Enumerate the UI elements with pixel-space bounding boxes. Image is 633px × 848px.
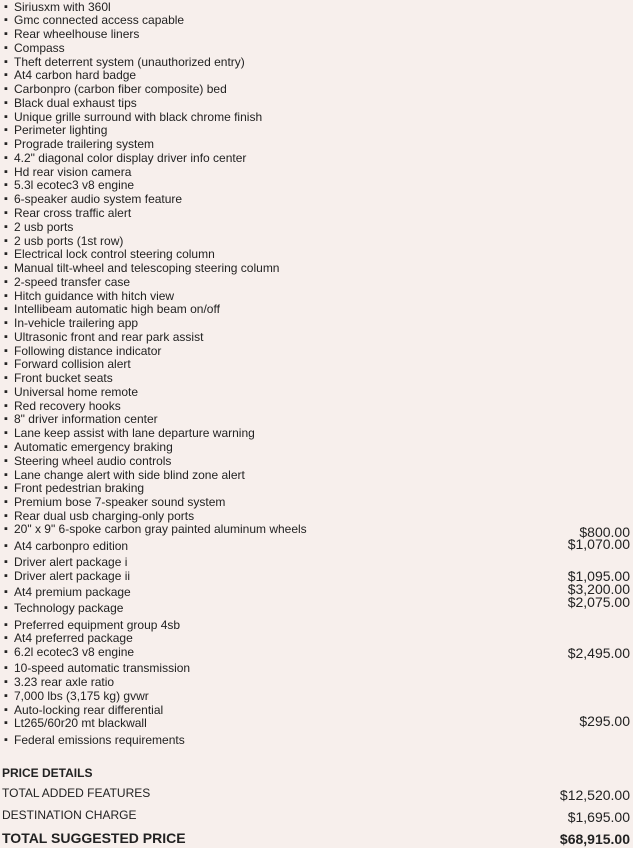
feature-name: 6.2l ecotec3 v8 engine bbox=[14, 645, 135, 659]
feature-name: Gmc connected access capable bbox=[14, 13, 185, 27]
feature-row bbox=[0, 110, 633, 124]
feature-price: $1,070.00 bbox=[567, 536, 630, 552]
feature-name: Lane change alert with side blind zone alert bbox=[14, 468, 245, 482]
feature-row bbox=[0, 27, 633, 41]
feature-row bbox=[0, 302, 633, 316]
feature-row bbox=[0, 675, 633, 689]
bullet-icon: ▪ bbox=[4, 386, 8, 398]
bullet-icon: ▪ bbox=[4, 331, 8, 343]
bullet-icon: ▪ bbox=[4, 570, 8, 582]
feature-row bbox=[0, 440, 633, 454]
bullet-icon: ▪ bbox=[4, 276, 8, 288]
destination-charge-label: DESTINATION CHARGE bbox=[2, 808, 137, 822]
bullet-icon: ▪ bbox=[4, 717, 8, 729]
feature-name: 2 usb ports (1st row) bbox=[14, 234, 124, 248]
feature-row bbox=[0, 68, 633, 82]
bullet-icon: ▪ bbox=[4, 586, 8, 598]
bullet-icon: ▪ bbox=[4, 523, 8, 535]
feature-name: Driver alert package i bbox=[14, 555, 128, 569]
bullet-icon: ▪ bbox=[4, 602, 8, 614]
bullet-icon: ▪ bbox=[4, 372, 8, 384]
feature-row bbox=[0, 289, 633, 303]
feature-name: Driver alert package ii bbox=[14, 569, 131, 583]
feature-name: 3.23 rear axle ratio bbox=[14, 675, 115, 689]
feature-name: Compass bbox=[14, 41, 65, 55]
feature-name: 2-speed transfer case bbox=[14, 275, 131, 289]
feature-row bbox=[0, 41, 633, 55]
feature-name: At4 carbonpro edition bbox=[14, 539, 129, 553]
feature-price: $295.00 bbox=[579, 713, 630, 729]
feature-name: At4 carbon hard badge bbox=[14, 68, 137, 82]
feature-row bbox=[0, 555, 633, 569]
bullet-icon: ▪ bbox=[4, 632, 8, 644]
bullet-icon: ▪ bbox=[4, 358, 8, 370]
bullet-icon: ▪ bbox=[4, 690, 8, 702]
feature-row bbox=[0, 261, 633, 275]
bullet-icon: ▪ bbox=[4, 179, 8, 191]
bullet-icon: ▪ bbox=[4, 496, 8, 508]
feature-name: Black dual exhaust tips bbox=[14, 96, 137, 110]
feature-name: At4 premium package bbox=[14, 585, 131, 599]
bullet-icon: ▪ bbox=[4, 413, 8, 425]
feature-row bbox=[0, 330, 633, 344]
bullet-icon: ▪ bbox=[4, 482, 8, 494]
bullet-icon: ▪ bbox=[4, 662, 8, 674]
bullet-icon: ▪ bbox=[4, 124, 8, 136]
feature-name: Premium bose 7-speaker sound system bbox=[14, 495, 226, 509]
feature-row bbox=[0, 689, 633, 703]
feature-price: $1,095.00 bbox=[567, 568, 630, 584]
feature-row bbox=[0, 661, 633, 675]
bullet-icon: ▪ bbox=[4, 455, 8, 467]
feature-price: $2,075.00 bbox=[567, 594, 630, 610]
feature-row bbox=[0, 234, 633, 248]
feature-row bbox=[0, 399, 633, 413]
bullet-icon: ▪ bbox=[4, 1, 8, 13]
destination-charge-value: $1,695.00 bbox=[567, 809, 630, 825]
price-details-heading: PRICE DETAILS bbox=[2, 766, 93, 780]
feature-name: Unique grille surround with black chrome finish bbox=[14, 110, 263, 124]
feature-name: Hitch guidance with hitch view bbox=[14, 289, 175, 303]
feature-name: In-vehicle trailering app bbox=[14, 316, 139, 330]
bullet-icon: ▪ bbox=[4, 441, 8, 453]
feature-name: Rear wheelhouse liners bbox=[14, 27, 140, 41]
feature-row bbox=[0, 220, 633, 234]
feature-name: Rear dual usb charging-only ports bbox=[14, 509, 195, 523]
feature-row bbox=[0, 454, 633, 468]
feature-row bbox=[0, 495, 633, 509]
feature-row bbox=[0, 137, 633, 151]
feature-row bbox=[0, 509, 633, 523]
feature-row bbox=[0, 247, 633, 261]
bullet-icon: ▪ bbox=[4, 303, 8, 315]
bullet-icon: ▪ bbox=[4, 540, 8, 552]
feature-name: Perimeter lighting bbox=[14, 123, 108, 137]
feature-name: 2 usb ports bbox=[14, 220, 74, 234]
feature-name: 7,000 lbs (3,175 kg) gvwr bbox=[14, 689, 149, 703]
bullet-icon: ▪ bbox=[4, 69, 8, 81]
feature-name: Lt265/60r20 mt blackwall bbox=[14, 716, 147, 730]
feature-price: $3,200.00 bbox=[567, 581, 630, 597]
feature-row bbox=[0, 481, 633, 495]
bullet-icon: ▪ bbox=[4, 111, 8, 123]
feature-row bbox=[0, 178, 633, 192]
feature-name: Preferred equipment group 4sb bbox=[14, 618, 181, 632]
feature-row bbox=[0, 618, 633, 632]
bullet-icon: ▪ bbox=[4, 56, 8, 68]
feature-name: Federal emissions requirements bbox=[14, 733, 185, 747]
feature-row bbox=[0, 536, 633, 553]
feature-name: Rear cross traffic alert bbox=[14, 206, 132, 220]
feature-name: Manual tilt-wheel and telescoping steering column bbox=[14, 261, 280, 275]
feature-row bbox=[0, 192, 633, 206]
feature-name: Following distance indicator bbox=[14, 344, 162, 358]
total-suggested-price-label: TOTAL SUGGESTED PRICE bbox=[2, 830, 186, 846]
bullet-icon: ▪ bbox=[4, 152, 8, 164]
feature-name: Auto-locking rear differential bbox=[14, 703, 164, 717]
bullet-icon: ▪ bbox=[4, 400, 8, 412]
bullet-icon: ▪ bbox=[4, 469, 8, 481]
feature-name: 10-speed automatic transmission bbox=[14, 661, 191, 675]
feature-row bbox=[0, 275, 633, 289]
bullet-icon: ▪ bbox=[4, 193, 8, 205]
feature-row bbox=[0, 316, 633, 330]
bullet-icon: ▪ bbox=[4, 317, 8, 329]
feature-name: Electrical lock control steering column bbox=[14, 247, 215, 261]
feature-name: Theft deterrent system (unauthorized entry) bbox=[14, 55, 245, 69]
feature-row bbox=[0, 733, 633, 747]
feature-row bbox=[0, 468, 633, 482]
bullet-icon: ▪ bbox=[4, 14, 8, 26]
bullet-icon: ▪ bbox=[4, 42, 8, 54]
feature-row bbox=[0, 581, 633, 599]
bullet-icon: ▪ bbox=[4, 619, 8, 631]
feature-price: $800.00 bbox=[579, 524, 630, 540]
bullet-icon: ▪ bbox=[4, 97, 8, 109]
feature-name: Lane keep assist with lane departure warning bbox=[14, 426, 255, 440]
feature-row bbox=[0, 344, 633, 358]
feature-row bbox=[0, 645, 633, 659]
feature-row bbox=[0, 96, 633, 110]
bullet-icon: ▪ bbox=[4, 556, 8, 568]
bullet-icon: ▪ bbox=[4, 510, 8, 522]
bullet-icon: ▪ bbox=[4, 290, 8, 302]
feature-name: Automatic emergency braking bbox=[14, 440, 173, 454]
bullet-icon: ▪ bbox=[4, 221, 8, 233]
feature-row bbox=[0, 412, 633, 426]
feature-row bbox=[0, 426, 633, 440]
feature-name: Front bucket seats bbox=[14, 371, 113, 385]
bullet-icon: ▪ bbox=[4, 676, 8, 688]
feature-name: Steering wheel audio controls bbox=[14, 454, 172, 468]
feature-name: Hd rear vision camera bbox=[14, 165, 132, 179]
bullet-icon: ▪ bbox=[4, 734, 8, 746]
feature-name: 5.3l ecotec3 v8 engine bbox=[14, 178, 135, 192]
feature-price: $2,495.00 bbox=[567, 645, 630, 661]
feature-name: Red recovery hooks bbox=[14, 399, 121, 413]
feature-row bbox=[0, 151, 633, 165]
feature-row bbox=[0, 703, 633, 717]
total-suggested-price-value: $68,915.00 bbox=[559, 831, 630, 847]
feature-name: At4 preferred package bbox=[14, 631, 133, 645]
bullet-icon: ▪ bbox=[4, 235, 8, 247]
feature-row bbox=[0, 13, 633, 27]
bullet-icon: ▪ bbox=[4, 248, 8, 260]
feature-row bbox=[0, 206, 633, 220]
feature-name: Prograde trailering system bbox=[14, 137, 155, 151]
feature-name: Intellibeam automatic high beam on/off bbox=[14, 302, 220, 316]
feature-row bbox=[0, 569, 633, 583]
feature-name: Universal home remote bbox=[14, 385, 139, 399]
feature-row bbox=[0, 385, 633, 399]
bullet-icon: ▪ bbox=[4, 704, 8, 716]
feature-row bbox=[0, 594, 633, 615]
bullet-icon: ▪ bbox=[4, 207, 8, 219]
bullet-icon: ▪ bbox=[4, 83, 8, 95]
feature-name: Forward collision alert bbox=[14, 357, 131, 371]
feature-row bbox=[0, 55, 633, 69]
feature-name: 8" driver information center bbox=[14, 412, 158, 426]
bullet-icon: ▪ bbox=[4, 646, 8, 658]
bullet-icon: ▪ bbox=[4, 262, 8, 274]
feature-row bbox=[0, 631, 633, 645]
feature-row bbox=[0, 371, 633, 385]
bullet-icon: ▪ bbox=[4, 427, 8, 439]
feature-row bbox=[0, 357, 633, 371]
feature-row bbox=[0, 123, 633, 137]
feature-name: Ultrasonic front and rear park assist bbox=[14, 330, 204, 344]
feature-row bbox=[0, 522, 633, 540]
feature-row bbox=[0, 713, 633, 730]
total-added-features-label: TOTAL ADDED FEATURES bbox=[2, 786, 151, 800]
feature-name: 20" x 9" 6-spoke carbon gray painted aluminum wheels bbox=[14, 522, 307, 536]
feature-row bbox=[0, 165, 633, 179]
feature-row bbox=[0, 82, 633, 96]
feature-row bbox=[0, 0, 633, 14]
total-added-features-value: $12,520.00 bbox=[559, 787, 630, 803]
feature-name: 4.2" diagonal color display driver info center bbox=[14, 151, 247, 165]
feature-name: Technology package bbox=[14, 601, 124, 615]
bullet-icon: ▪ bbox=[4, 138, 8, 150]
feature-name: Carbonpro (carbon fiber composite) bed bbox=[14, 82, 227, 96]
feature-name: Siriusxm with 360l bbox=[14, 0, 111, 14]
bullet-icon: ▪ bbox=[4, 345, 8, 357]
bullet-icon: ▪ bbox=[4, 28, 8, 40]
feature-name: 6-speaker audio system feature bbox=[14, 192, 183, 206]
bullet-icon: ▪ bbox=[4, 166, 8, 178]
feature-name: Front pedestrian braking bbox=[14, 481, 145, 495]
